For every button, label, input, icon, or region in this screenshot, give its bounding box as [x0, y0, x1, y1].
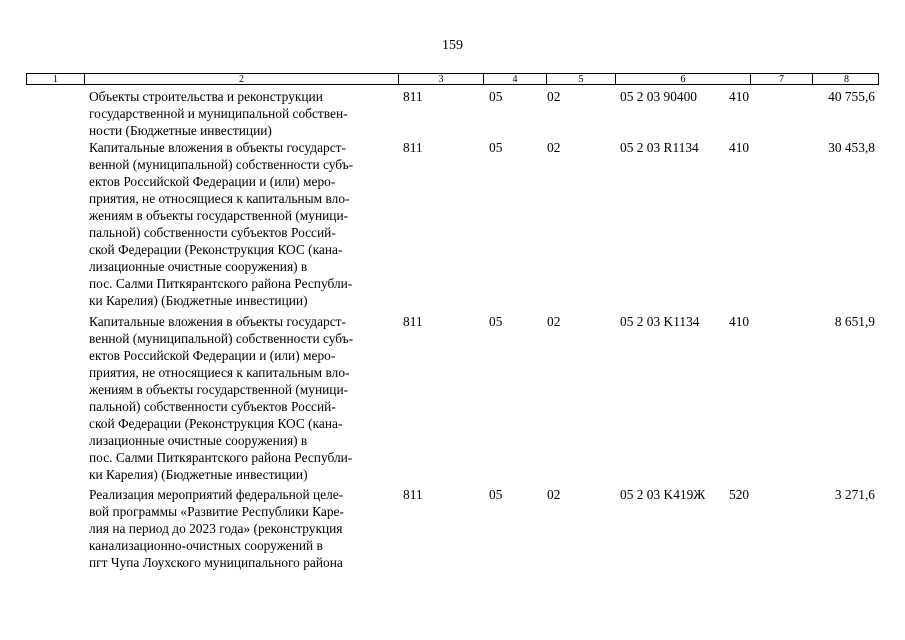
- description-line: ки Карелия) (Бюджетные инвестиции): [89, 467, 308, 482]
- amount: 40 755,6: [828, 89, 875, 104]
- description-line: ки Карелия) (Бюджетные инвестиции): [89, 293, 308, 308]
- target-article-code: 05 2 03 90400: [620, 89, 697, 104]
- description-line: канализационно-очистных сооружений в: [89, 538, 323, 553]
- description-line: лия на период до 2023 года» (реконструкция: [89, 521, 343, 536]
- description-line: Капитальные вложения в объекты государст-: [89, 314, 346, 329]
- description-line: ской Федерации (Реконструкция КОС (кана-: [89, 242, 343, 257]
- description-line: пальной) собственности субъектов Россий-: [89, 225, 336, 240]
- admin-code: 811: [403, 140, 423, 155]
- section-code: 05: [489, 314, 503, 329]
- description-line: ектов Российской Федерации и (или) меро-: [89, 348, 336, 363]
- description-line: ектов Российской Федерации и (или) меро-: [89, 174, 336, 189]
- description-line: пос. Салми Питкярантского района Республи-: [89, 276, 353, 291]
- table-header-row: [26, 73, 879, 85]
- expense-type-code: 410: [729, 89, 750, 104]
- section-code: 05: [489, 487, 503, 502]
- amount: 30 453,8: [828, 140, 875, 155]
- description-line: пгт Чупа Лоухского муниципального района: [89, 555, 343, 570]
- description-line: жениям в объекты государственной (муници-: [89, 382, 349, 397]
- admin-code: 811: [403, 314, 423, 329]
- description-line: Капитальные вложения в объекты государст-: [89, 140, 346, 155]
- row-description: [89, 313, 394, 483]
- page-number: 159: [442, 38, 463, 53]
- amount: 8 651,9: [834, 314, 875, 329]
- expense-type-code: 520: [729, 487, 750, 502]
- expense-type-code: 410: [729, 314, 750, 329]
- subsection-code: 02: [547, 140, 561, 155]
- section-code: 05: [489, 89, 503, 104]
- header-col-5: 5: [547, 74, 616, 84]
- admin-code: 811: [403, 487, 423, 502]
- description-line: государственной и муниципальной собствен-: [89, 106, 348, 121]
- description-line: венной (муниципальной) собственности субъ-: [89, 157, 354, 172]
- subsection-code: 02: [547, 89, 561, 104]
- amount: 3 271,6: [834, 487, 875, 502]
- description-line: пос. Салми Питкярантского района Республи-: [89, 450, 353, 465]
- description-line: приятия, не относящиеся к капитальным вло-: [89, 365, 350, 380]
- description-line: венной (муниципальной) собственности субъ-: [89, 331, 354, 346]
- header-col-3: 3: [399, 74, 484, 84]
- header-col-4: 4: [484, 74, 547, 84]
- row-description: [89, 88, 394, 139]
- header-col-6: 6: [616, 74, 751, 84]
- description-line: ской Федерации (Реконструкция КОС (кана-: [89, 416, 343, 431]
- section-code: 05: [489, 140, 503, 155]
- description-line: Объекты строительства и реконструкции: [89, 89, 323, 104]
- target-article-code: 05 2 03 R1134: [620, 140, 699, 155]
- description-line: лизационные очистные сооружения) в: [89, 433, 308, 448]
- target-article-code: 05 2 03 K1134: [620, 314, 700, 329]
- description-line: пальной) собственности субъектов Россий-: [89, 399, 336, 414]
- description-line: лизационные очистные сооружения) в: [89, 259, 308, 274]
- description-line: приятия, не относящиеся к капитальным вло-: [89, 191, 350, 206]
- admin-code: 811: [403, 89, 423, 104]
- description-line: Реализация мероприятий федеральной целе-: [89, 487, 344, 502]
- target-article-code: 05 2 03 K419Ж: [620, 487, 706, 502]
- header-col-7: 7: [751, 74, 813, 84]
- description-line: жениям в объекты государственной (муници-: [89, 208, 349, 223]
- header-col-1: 1: [27, 74, 85, 84]
- subsection-code: 02: [547, 487, 561, 502]
- description-line: ности (Бюджетные инвестиции): [89, 123, 272, 138]
- header-col-8: 8: [844, 74, 849, 85]
- description-line: вой программы «Развитие Республики Каре-: [89, 504, 344, 519]
- header-col-2: 2: [85, 74, 399, 84]
- subsection-code: 02: [547, 314, 561, 329]
- expense-type-code: 410: [729, 140, 750, 155]
- row-description: [89, 139, 394, 309]
- row-description: [89, 486, 394, 571]
